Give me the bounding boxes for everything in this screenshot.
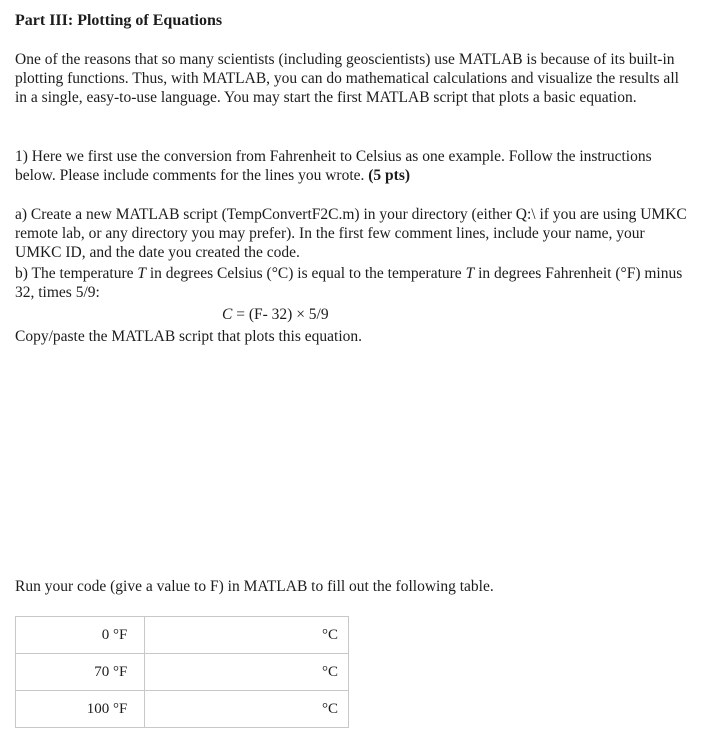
table-row [16,654,349,691]
question-1b-part3: in degrees Fahrenheit (°F) minus 32, times 5/9: [15,265,683,301]
question-1 [15,147,687,185]
run-instruction: Run your code (give a value to F) in MATLAB to fill out the following table. [15,578,494,595]
table-row [16,617,349,654]
conversion-equation [222,305,329,324]
celsius-cell[interactable]: °C [145,691,349,728]
question-1-points: (5 pts) [368,167,411,184]
intro-paragraph: One of the reasons that so many scientists (including geoscientists) use MATLAB is because of its built-in plotting functions. Thus, with MATLAB, you can do mathematical calculations and visualize the results all in a single, easy-to-use language. You may start the first MATLAB script that plots a basic equation. [15,51,679,106]
question-1b-part2: in degrees Celsius (°C) is equal to the temperature [146,265,466,282]
table-row [16,691,349,728]
question-1a: a) Create a new MATLAB script (TempConvertF2C.m) in your directory (either Q:\ if you are using UMKC remote lab, or any directory you may prefer). In the first few comment lines, include your name, your UMKC ID, and the date you created the code. [15,206,687,261]
section-heading: Part III: Plotting of Equations [15,12,223,29]
equation-rhs: = (F- 32) × 5/9 [232,306,329,323]
conversion-table [15,616,349,728]
question-1-text: 1) Here we first use the conversion from Fahrenheit to Celsius as one example. Follow the instructions below. Please include comments for the lines you wrote. [15,148,652,184]
fahrenheit-cell: 70 °F [16,654,145,691]
question-1b-part1: b) The temperature [15,265,138,282]
question-1b-var-t2: T [465,265,475,282]
equation-lhs: C [222,306,233,323]
celsius-cell[interactable]: °C [145,654,349,691]
celsius-cell[interactable]: °C [145,617,349,654]
copy-instruction: Copy/paste the MATLAB script that plots this equation. [15,328,362,345]
question-1b [15,264,687,302]
fahrenheit-cell: 0 °F [16,617,145,654]
question-1b-var-t: T [137,265,146,282]
fahrenheit-cell: 100 °F [16,691,145,728]
